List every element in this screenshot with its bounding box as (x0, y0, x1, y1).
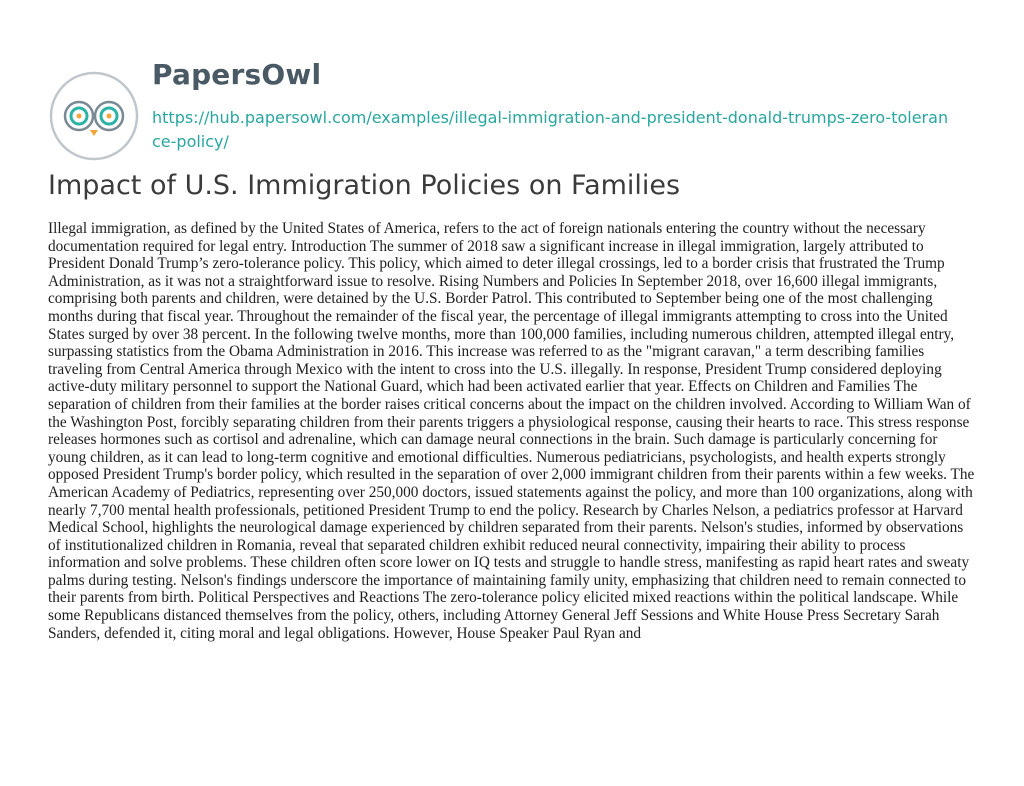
site-header (48, 52, 988, 162)
source-url-link[interactable]: https://hub.papersowl.com/examples/illegal-immigration-and-president-donald-trumps-zero-tolerance-policy/ (152, 108, 949, 151)
article-body: Illegal immigration, as defined by the United States of America, refers to the act of foreign nationals entering the country without the necessary documentation required for legal entry. Introduction The summer of 2018 saw a significant increase in illegal immigration, largely attributed to President Donald Trump’s zero-tolerance policy. This policy, which aimed to deter illegal crossings, led to a border crisis that frustrated the Trump Administration, as it was not a straightforward issue to resolve. Rising Numbers and Policies In September 2018, over 16,600 illegal immigrants, comprising both parents and children, were detained by the U.S. Border Patrol. This contributed to September being one of the most challenging months during that fiscal year. Throughout the remainder of the fiscal year, the percentage of illegal immigrants attempting to cross into the United States surged by over 38 percent. In the following twelve months, more than 100,000 families, including numerous children, attempted illegal entry, surpassing statistics from the Obama Administration in 2016. This increase was referred to as the "migrant caravan," a term describing families traveling from Central America through Mexico with the intent to cross into the U.S. illegally. In response, President Trump considered deploying active-duty military personnel to support the National Guard, which had been activated earlier that year. Effects on Children and Families The separation of children from their families at the border raises critical concerns about the impact on the children involved. According to William Wan of the Washington Post, forcibly separating children from their parents triggers a physiological response, causing their hearts to race. This stress response releases hormones such as cortisol and adrenaline, which can damage neural connections in the brain. Such damage is particularly concerning for young children, as it can lead to long-term cognitive and emotional difficulties. Numerous pediatricians, psychologists, and health experts strongly opposed President Trump's border policy, which resulted in the separation of over 2,000 immigrant children from their parents within a few weeks. The American Academy of Pediatrics, representing over 250,000 doctors, issued statements against the policy, and more than 100 organizations, along with nearly 7,700 mental health professionals, petitioned President Trump to end the policy. Research by Charles Nelson, a pediatrics professor at Harvard Medical School, highlights the neurological damage experienced by children separated from their parents. Nelson's studies, informed by observations of institutionalized children in Romania, reveal that separated children exhibit reduced neural connectivity, impairing their ability to process information and solve problems. These children often score lower on IQ tests and struggle to handle stress, manifesting as rapid heart rates and sweaty palms during testing. Nelson's findings underscore the importance of maintaining family unity, emphasizing that children need to remain connected to their parents from birth. Political Perspectives and Reactions The zero-tolerance policy elicited mixed reactions within the political landscape. While some Republicans distanced themselves from the policy, others, including Attorney General Jeff Sessions and White House Press Secretary Sarah Sanders, defended it, citing moral and legal obligations. However, House Speaker Paul Ryan and (48, 220, 975, 642)
brand-name[interactable]: PapersOwl (152, 58, 322, 91)
owl-logo-icon[interactable] (48, 70, 140, 162)
article-title: Impact of U.S. Immigration Policies on Families (48, 170, 681, 201)
